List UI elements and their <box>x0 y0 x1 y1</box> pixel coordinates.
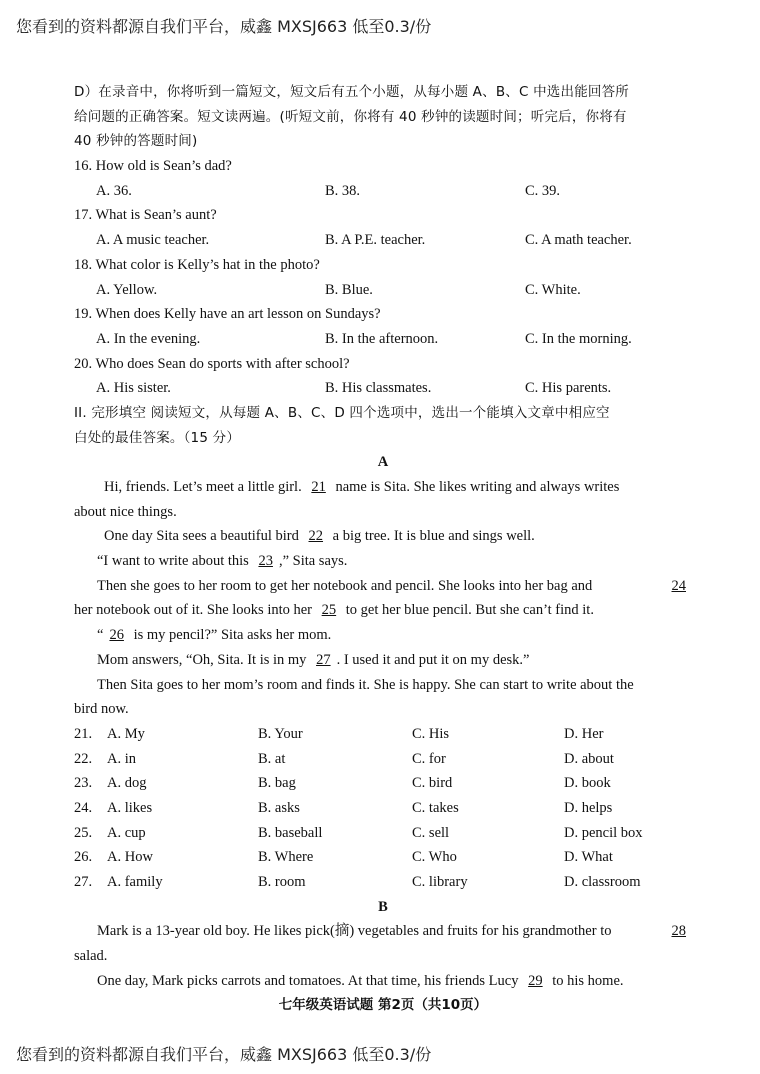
section-ii-instruction-line: 白处的最佳答案。（15 分） <box>74 429 241 446</box>
passage-a <box>74 475 692 722</box>
option-a: A. cup <box>107 824 146 841</box>
option-a: A. in <box>107 750 136 767</box>
option-b: B. Your <box>258 725 303 742</box>
bottom-watermark-banner: 您看到的资料都源自我们平台，威鑫 MXSJ663 低至0.3/份 <box>16 1045 432 1064</box>
question-16-options <box>74 179 692 204</box>
option-c: C. 39. <box>525 182 561 199</box>
option-d: D. about <box>564 750 614 767</box>
section-d-instruction-line: 40 秒钟的答题时间) <box>74 133 198 150</box>
passage-line: salad. <box>74 948 108 965</box>
option-c: C. His <box>412 725 450 742</box>
option-b: B. room <box>258 874 306 890</box>
top-watermark-banner: 您看到的资料都源自我们平台，威鑫 MXSJ663 低至0.3/份 <box>16 17 432 36</box>
options-row-27 <box>74 870 692 895</box>
blank-27: 27 <box>316 651 331 668</box>
option-b: B. A P.E. teacher. <box>325 232 426 249</box>
option-a: A. likes <box>107 799 153 816</box>
section-d-instruction-line: D）在录音中，你将听到一篇短文，短文后有五个小题，从每小题 A、B、C 中选出能回答所 <box>74 84 629 100</box>
question-17: 17. What is Sean’s aunt? <box>74 207 217 224</box>
question-17-options <box>74 228 692 253</box>
option-b: B. His classmates. <box>325 380 432 397</box>
passage-line: Mark is a 13-year old boy. He likes pick(摘) vegetables and fruits for his grandmother to 28 <box>74 919 692 944</box>
question-18-options <box>74 278 692 303</box>
blank-22: 22 <box>308 528 324 545</box>
question-number: 24. <box>74 799 93 816</box>
listening-questions <box>74 154 692 401</box>
question-20-options <box>74 376 692 401</box>
page-footer: 七年级英语试题 第2页（共10页） <box>278 997 488 1014</box>
options-row-26 <box>74 845 692 870</box>
blank-23: 23 <box>258 553 273 570</box>
option-c: C. A math teacher. <box>525 232 632 249</box>
option-a: A. dog <box>107 775 147 792</box>
option-b: B. at <box>258 750 286 767</box>
passage-b <box>74 919 692 993</box>
question-number: 27. <box>74 874 93 890</box>
blank-25: 25 <box>321 602 337 619</box>
option-c: C. White. <box>525 281 581 298</box>
option-a: A. In the evening. <box>96 330 201 347</box>
option-a: A. Yellow. <box>96 281 158 298</box>
passage-line: bird now. <box>74 701 129 718</box>
question-number: 21. <box>74 725 93 742</box>
section-ii-instruction-line: II. 完形填空 阅读短文，从每题 A、B、C、D 四个选项中，选出一个能填入文章中相应空 <box>74 404 610 421</box>
passage-line: Then she goes to her room to get her notebook and pencil. She looks into her bag and 24 <box>74 574 692 599</box>
option-b: B. Blue. <box>325 281 373 298</box>
option-d: D. What <box>564 849 613 866</box>
blank-28: 28 <box>671 923 686 940</box>
section-d-instruction-line: 给问题的正确答案。短文读两遍。(听短文前，你将有 40 秒钟的读题时间；听完后，你将有 <box>74 108 627 125</box>
option-d: D. Her <box>564 725 604 742</box>
option-d: D. classroom <box>564 874 641 890</box>
cloze-options-table <box>74 722 692 895</box>
passage-line: Then Sita goes to her mom’s room and finds it. She is happy. She can start to write about the <box>97 676 634 693</box>
question-19-options <box>74 327 692 352</box>
question-number: 23. <box>74 775 93 792</box>
option-b: B. Where <box>258 849 314 866</box>
blank-29: 29 <box>528 972 543 989</box>
passage-line: One day, Mark picks carrots and tomatoes. At that time, his friends Lucy 29 to his home. <box>97 972 624 989</box>
question-18: 18. What color is Kelly’s hat in the photo? <box>74 256 320 273</box>
option-a: A. A music teacher. <box>96 232 210 249</box>
options-row-23 <box>74 771 692 796</box>
option-c: C. bird <box>412 775 453 792</box>
option-c: C. Who <box>412 849 457 866</box>
option-a: A. family <box>107 874 163 890</box>
exam-page-content <box>74 80 692 1018</box>
passage-line: Mom answers, “Oh, Sita. It is in my 27 . I used it and put it on my desk.” <box>97 651 530 668</box>
passage-line: One day Sita sees a beautiful bird 22 a big tree. It is blue and sings well. <box>104 528 535 545</box>
options-row-25 <box>74 821 692 846</box>
blank-21: 21 <box>311 479 326 495</box>
option-d: D. helps <box>564 799 613 816</box>
option-c: C. for <box>412 750 446 767</box>
passage-line: “I want to write about this 23 ,” Sita says. <box>97 553 348 570</box>
blank-24: 24 <box>671 577 686 594</box>
option-a: A. His sister. <box>96 380 171 397</box>
question-16: 16. How old is Sean’s dad? <box>74 158 232 175</box>
options-row-21 <box>74 722 692 747</box>
passage-b-title: B <box>378 898 388 915</box>
options-row-24 <box>74 796 692 821</box>
option-a: A. How <box>107 849 153 866</box>
passage-line: her notebook out of it. She looks into her 25 to get her blue pencil. But she can’t find it. <box>74 602 594 619</box>
options-row-22 <box>74 747 692 772</box>
option-c: C. library <box>412 874 468 890</box>
option-b: B. In the afternoon. <box>325 330 439 347</box>
option-b: B. baseball <box>258 824 323 841</box>
option-a: A. 36. <box>96 182 132 199</box>
option-d: D. book <box>564 775 611 792</box>
question-20: 20. Who does Sean do sports with after school? <box>74 355 350 372</box>
passage-a-title: A <box>377 454 389 471</box>
option-a: A. My <box>107 725 145 742</box>
option-b: B. bag <box>258 775 296 792</box>
question-19: 19. When does Kelly have an art lesson on Sundays? <box>74 306 381 323</box>
passage-line: Hi, friends. Let’s meet a little girl. 21 name is Sita. She likes writing and always writes <box>104 479 620 495</box>
passage-line: “ 26 is my pencil?” Sita asks her mom. <box>97 627 332 644</box>
option-b: B. asks <box>258 799 300 816</box>
option-c: C. takes <box>412 799 459 816</box>
option-c: C. In the morning. <box>525 330 632 347</box>
question-number: 25. <box>74 824 93 841</box>
option-d: D. pencil box <box>564 824 643 841</box>
option-c: C. sell <box>412 824 450 841</box>
question-number: 26. <box>74 849 93 866</box>
option-b: B. 38. <box>325 182 361 199</box>
question-number: 22. <box>74 750 93 767</box>
blank-26: 26 <box>109 627 124 644</box>
passage-line: about nice things. <box>74 503 177 520</box>
option-c: C. His parents. <box>525 380 612 397</box>
